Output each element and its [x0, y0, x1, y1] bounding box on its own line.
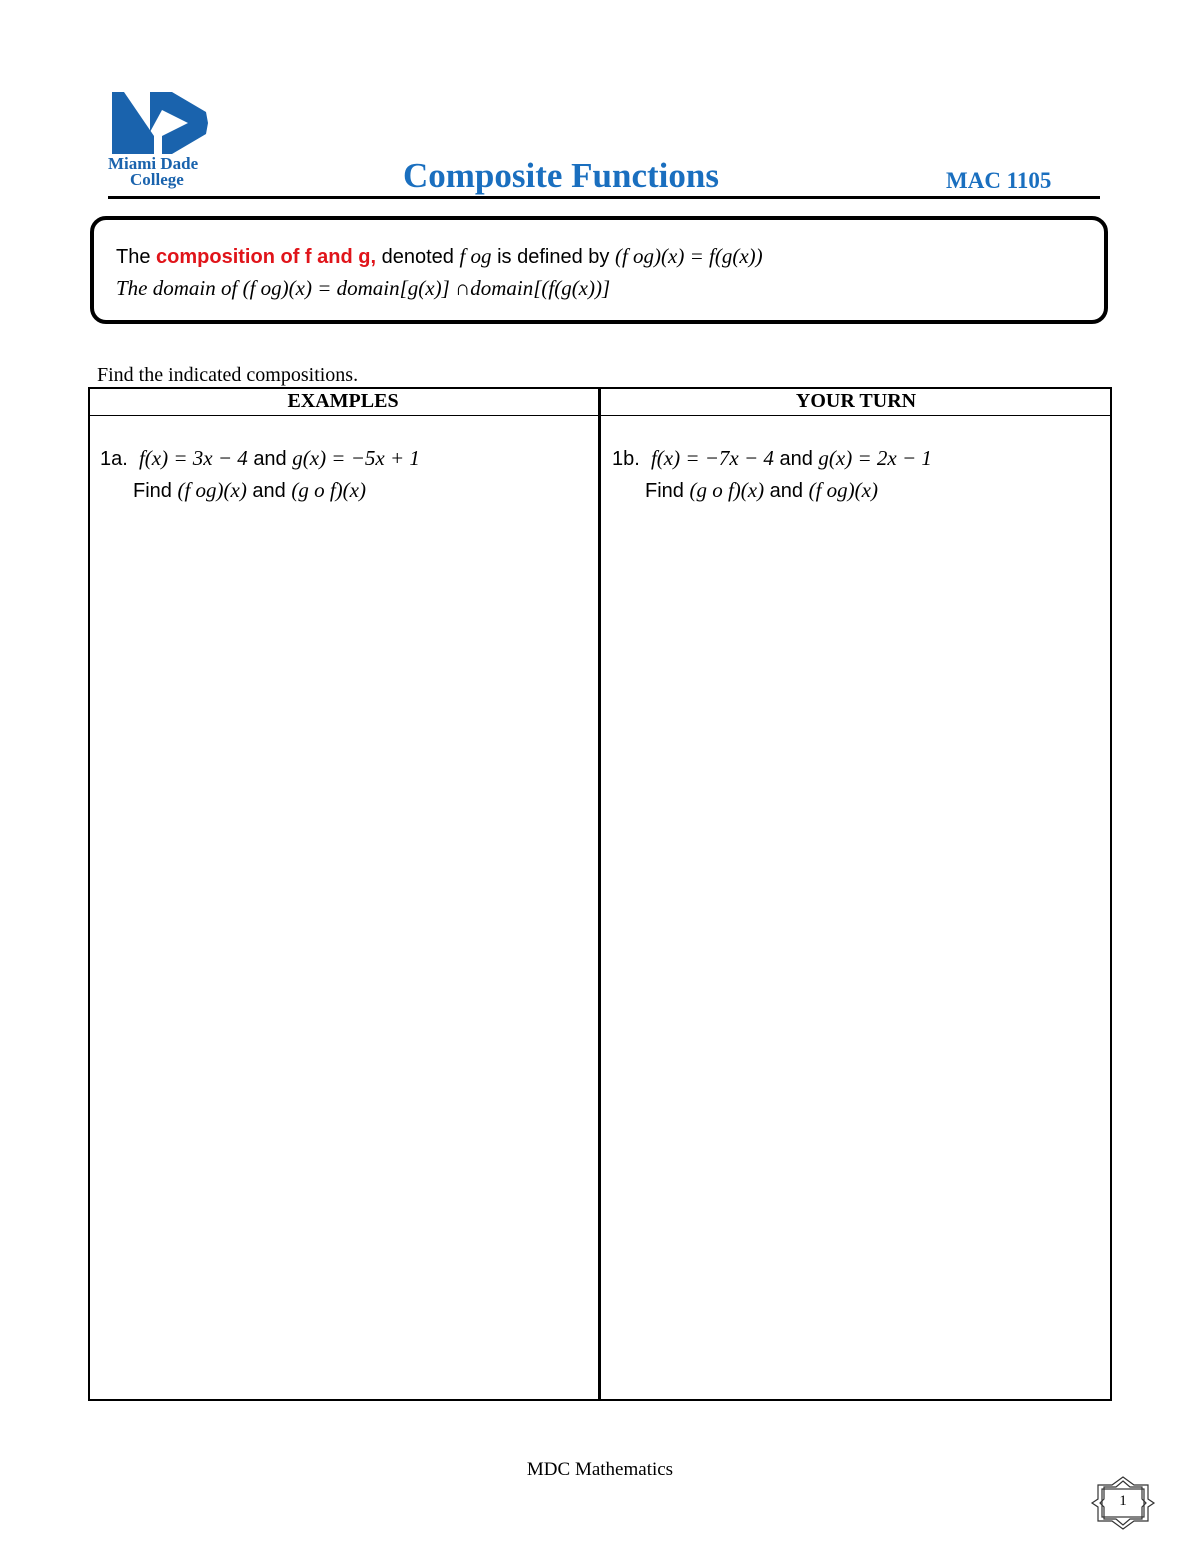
problem-1a-functions [100, 446, 420, 471]
problem-1b-task [645, 478, 878, 503]
definition-line [116, 244, 763, 269]
column-header-examples: EXAMPLES [287, 390, 399, 412]
page-title: Composite Functions [403, 156, 719, 195]
function-g: g(x) = 2x − 1 [818, 446, 932, 470]
definition-notation: f og [459, 244, 492, 268]
logo-line-2: College [130, 170, 184, 189]
and-word: and [253, 448, 287, 470]
page-number-badge [1090, 1475, 1156, 1531]
find-word: Find [133, 480, 172, 502]
problem-label: 1a. [100, 448, 128, 470]
definition-formula: (f og)(x) = f(g(x)) [614, 244, 763, 268]
course-code: MAC 1105 [946, 168, 1052, 193]
function-f: f(x) = −7x − 4 [650, 446, 774, 470]
and-word: and [252, 480, 286, 502]
problem-label: 1b. [612, 448, 640, 470]
composition-first: (g o f)(x) [689, 478, 765, 502]
md-logo-mark-icon [108, 92, 212, 154]
and-word: and [779, 448, 813, 470]
definition-intro: The [116, 246, 157, 268]
column-header-your-turn: YOUR TURN [795, 390, 917, 412]
logo-wordmark [108, 156, 218, 188]
header-row-divider [88, 415, 1112, 416]
footer-text: MDC Mathematics [526, 1459, 674, 1480]
composition-first: (f og)(x) [177, 478, 247, 502]
and-word: and [769, 480, 804, 502]
find-word: Find [645, 480, 684, 502]
definition-box [90, 216, 1108, 324]
college-logo [108, 92, 214, 192]
instruction-text: Find the indicated compositions. [97, 364, 359, 386]
logo-line-1: Miami Dade [108, 154, 199, 173]
definition-defined-by: is defined by [491, 246, 615, 268]
domain-definition-line: The domain of (f og)(x) = domain[g(x)] ∩domain[(f(g(x))] [116, 276, 611, 300]
header-divider [108, 196, 1100, 199]
problem-1b-functions [612, 446, 932, 471]
definition-highlight: composition of f and g, [156, 246, 377, 268]
function-g: g(x) = −5x + 1 [292, 446, 420, 470]
composition-second: (f og)(x) [808, 478, 878, 502]
composition-second: (g o f)(x) [291, 478, 366, 502]
definition-denoted: denoted [376, 246, 460, 268]
page-number: 1 [1119, 1493, 1127, 1509]
function-f: f(x) = 3x − 4 [138, 446, 248, 470]
column-divider [598, 387, 601, 1401]
problem-1a-task [133, 478, 366, 503]
